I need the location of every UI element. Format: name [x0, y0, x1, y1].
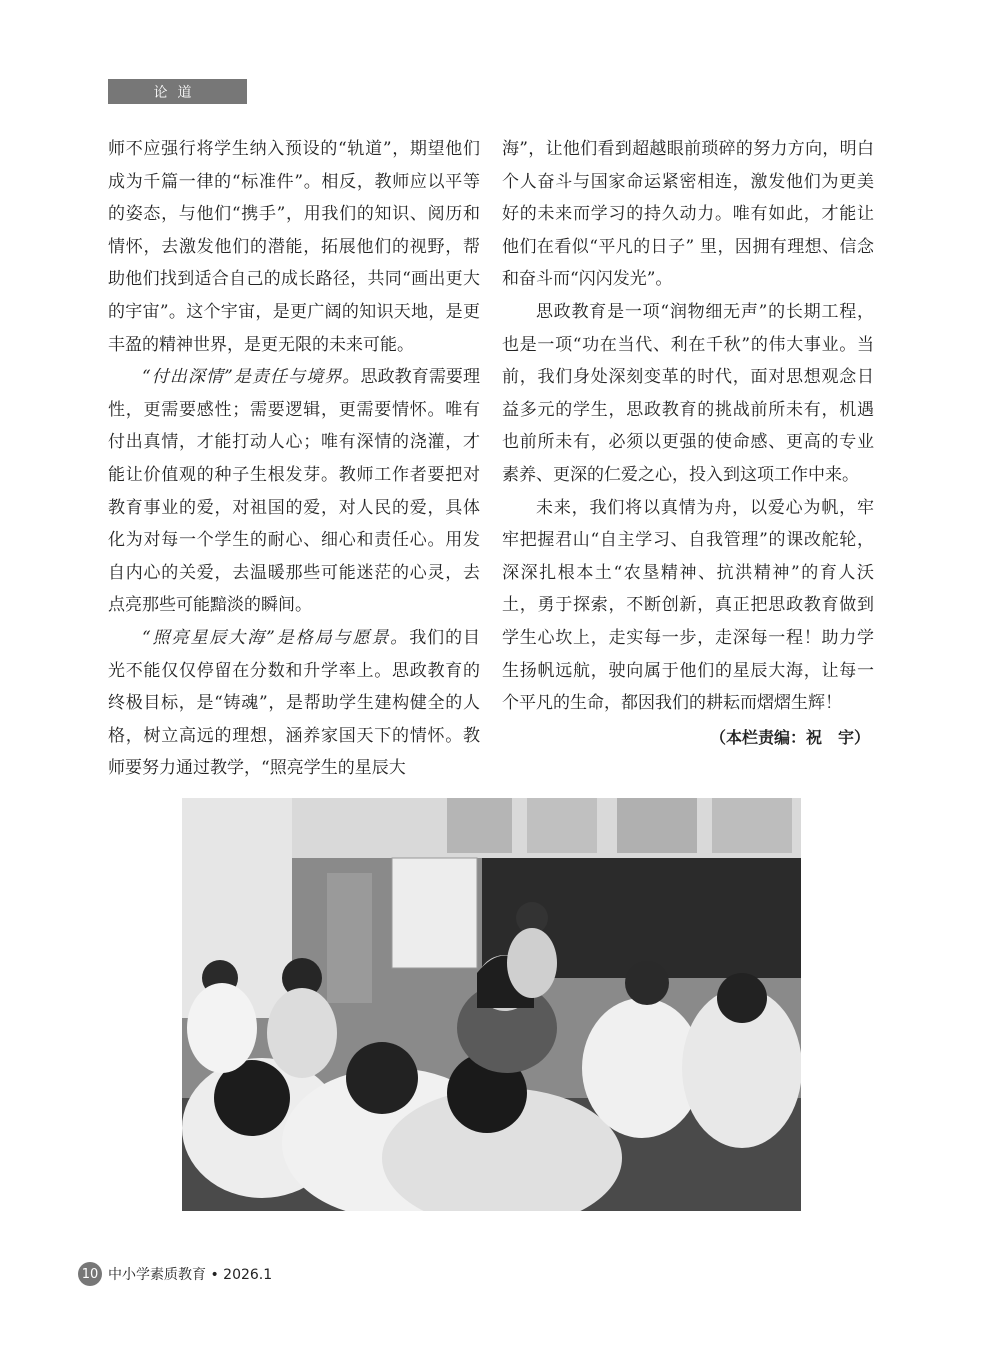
section-tag: [108, 79, 247, 104]
article-right-column: [502, 133, 874, 754]
paragraph: [108, 622, 480, 785]
section-title: 论道: [153, 84, 202, 101]
paragraph: 思政教育是一项“润物细无声”的长期工程，也是一项“功在当代、利在千秋”的伟大事业。当前，我们身处深刻变革的时代，面对思想观念日益多元的学生，思政教育的挑战前所未有，机遇也前所未有，必须以更强的使命感、更高的专业素养、更深的仁爱之心，投入到这项工作中来。: [502, 301, 874, 485]
paragraph-body: 我们的目光不能仅仅停留在分数和升学率上。思政教育的终极目标，是“铸魂”，是帮助学生建构健全的人格，树立高远的理想，涵养家国天下的情怀。教师要努力通过教学，“照亮学生的星辰大: [108, 627, 481, 779]
page-number: 10: [78, 1262, 102, 1286]
editor-credit: （本栏责编：祝 宇）: [709, 727, 870, 747]
article-left-column: [108, 133, 480, 785]
journal-name: 中小学素质教育 • 2026.1: [108, 1267, 273, 1283]
paragraph: [108, 361, 480, 622]
classroom-photo-illustration: [182, 798, 801, 1211]
paragraph-lead: “照亮星辰大海”是格局与愿景。: [142, 627, 410, 648]
paragraph: 师不应强行将学生纳入预设的“轨道”，期望他们成为千篇一律的“标准件”。相反，教师应以平等的姿态，与他们“携手”，用我们的知识、阅历和情怀，去激发他们的潜能，拓展他们的视野，帮助他们找到适合自己的成长路径，共同“画出更大的宇宙”。这个宇宙，是更广阔的知识天地，是更丰盈的精神世界，是更无限的未来可能。: [108, 139, 480, 355]
paragraph: 海”，让他们看到超越眼前琐碎的努力方向，明白个人奋斗与国家命运紧密相连，激发他们为更美好的未来而学习的持久动力。唯有如此，才能让他们在看似“平凡的日子” 里，因拥有理想、信念和奋斗而“闪闪发光”。: [502, 139, 874, 290]
paragraph-body: 思政教育需要理性，更需要感性；需要逻辑，更需要情怀。唯有付出真情，才能打动人心；唯有深情的浇灌，才能让价值观的种子生根发芽。教师工作者要把对教育事业的爱，对祖国的爱，对人民的爱，具体化为对每一个学生的耐心、细心和责任心。用发自内心的关爱，去温暖那些可能迷茫的心灵，去点亮那些可能黯淡的瞬间。: [108, 367, 480, 616]
classroom-photo: [182, 798, 801, 1211]
page-footer: [78, 1262, 272, 1286]
paragraph: 未来，我们将以真情为舟，以爱心为帆，牢牢把握君山“自主学习、自我管理”的课改舵轮，深深扎根本土“农垦精神、抗洪精神”的育人沃土，勇于探索，不断创新，真正把思政教育做到学生心坎上，走实每一步，走深每一程！助力学生扬帆远航，驶向属于他们的星辰大海，让每一个平凡的生命，都因我们的耕耘而熠熠生辉！: [502, 497, 874, 714]
paragraph-lead: “付出深情”是责任与境界。: [142, 367, 361, 388]
